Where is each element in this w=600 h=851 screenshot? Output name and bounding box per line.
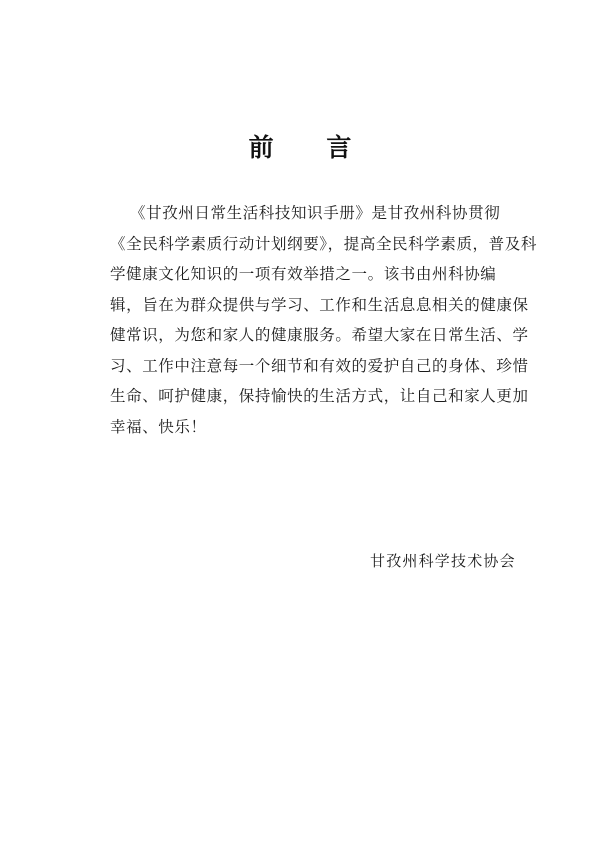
- paragraph-line: 《全民科学素质行动计划纲要》，提高全民科学素质，普及科: [110, 234, 537, 253]
- paragraph-line: 《甘孜州日常生活科技知识手册》是甘孜州科协贯彻: [130, 204, 501, 222]
- paragraph-line: 学健康文化知识的一项有效举措之一。该书由州科协编: [110, 265, 497, 283]
- paragraph-line: 生命、呵护健康，保持愉快的生活方式，让自己和家人更加: [110, 387, 529, 405]
- signature: 甘孜州科学技术协会: [370, 552, 516, 570]
- paragraph-line: 幸福、快乐！: [110, 417, 207, 436]
- preface-paragraph: [110, 198, 537, 442]
- paragraph-line: 习、工作中注意每一个细节和有效的爱护自己的身体、珍惜: [110, 356, 529, 375]
- page-title: 前 言: [248, 133, 374, 162]
- paragraph-line: 健常识，为您和家人的健康服务。希望大家在日常生活、学: [110, 326, 529, 344]
- paragraph-line: 辑，旨在为群众提供与学习、工作和生活息息相关的健康保: [110, 295, 529, 314]
